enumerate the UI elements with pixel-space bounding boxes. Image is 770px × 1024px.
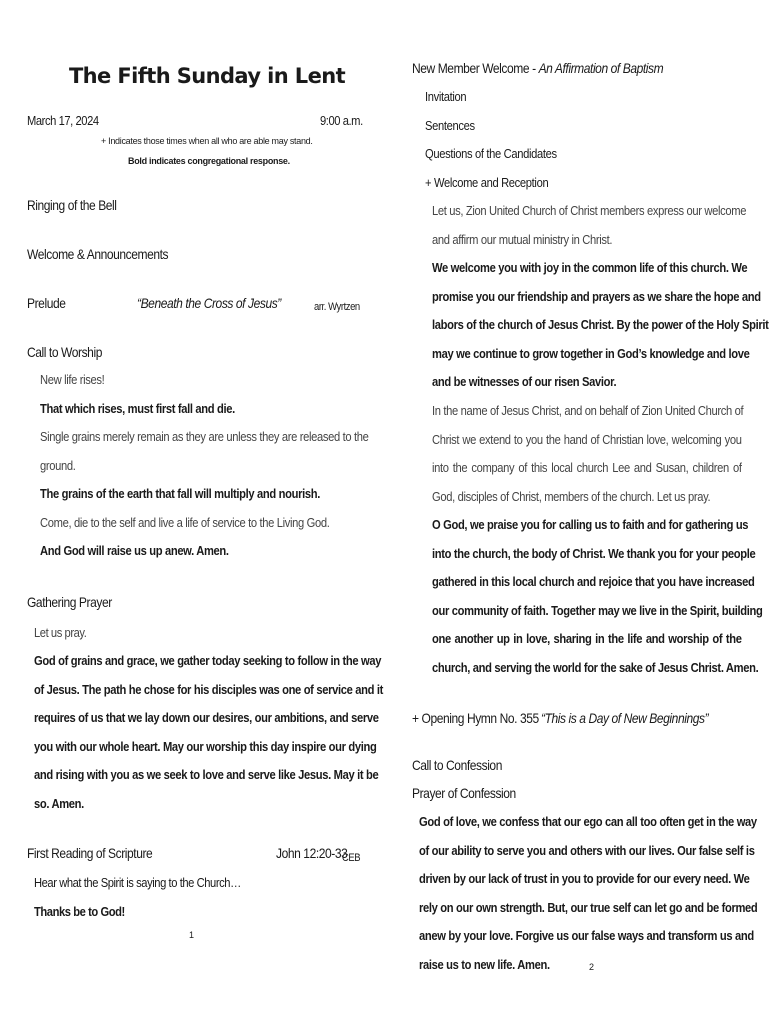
call-to-confession: Call to Confession bbox=[412, 757, 502, 773]
prayer-of-confession-heading: Prayer of Confession bbox=[412, 785, 516, 801]
confession-line: raise us to new life. Amen. bbox=[419, 956, 550, 972]
people-line: our community of faith. Together may we live in the Spirit, building bbox=[432, 602, 763, 618]
people-line: We welcome you with joy in the common life of this church. We bbox=[432, 260, 748, 275]
opening-hymn-title: “This is a Day of New Beginnings” bbox=[541, 710, 709, 726]
leader-welcome bbox=[432, 197, 770, 254]
prayer-line: God of grains and grace, we gather today seeking to follow in the way bbox=[34, 653, 382, 668]
leader-line: Christ we extend to you the hand of Christian love, welcoming you bbox=[432, 431, 742, 447]
confession-line: driven by our lack of trust in you to provide for our every need. We bbox=[419, 871, 750, 886]
people-line: one another up in love, sharing in the life and worship of the bbox=[432, 631, 742, 646]
new-member-heading-italic: An Affirmation of Baptism bbox=[538, 60, 664, 76]
confession-line: rely on our own strength. But, our true self can let go and be formed bbox=[419, 899, 758, 915]
prayer-line: of Jesus. The path he chose for his disciples was one of service and it bbox=[34, 681, 383, 697]
confession-line: of our ability to serve you and others with our lives. Our false self is bbox=[419, 842, 755, 858]
call-to-worship-heading: Call to Worship bbox=[27, 344, 102, 360]
standing-note: + Indicates those times when all who are able may stand. bbox=[101, 136, 313, 146]
call-line: New life rises! bbox=[40, 372, 105, 387]
confession-line: anew by your love. Forgive us our false ways and transform us and bbox=[419, 928, 754, 943]
prelude-title: “Beneath the Cross of Jesus” bbox=[137, 295, 281, 311]
people-line: labors of the church of Jesus Christ. By the power of the Holy Spirit bbox=[432, 317, 769, 332]
service-time: 9:00 a.m. bbox=[320, 113, 363, 128]
call-line: Single grains merely remain as they are unless they are released to the bbox=[40, 429, 369, 444]
new-member-items bbox=[425, 83, 745, 197]
response-line: And God will raise us up anew. Amen. bbox=[40, 543, 229, 558]
leader-line: God, disciples of Christ, members of the church. Let us pray. bbox=[432, 488, 711, 504]
call-line: Come, die to the self and live a life of service to the Living God. bbox=[40, 514, 330, 530]
leader-line: and affirm our mutual ministry in Christ. bbox=[432, 231, 613, 247]
people-line: church, and serving the world for the sake of Jesus Christ. Amen. bbox=[432, 659, 759, 675]
new-member-heading bbox=[412, 60, 663, 76]
item-sentences: Sentences bbox=[425, 117, 475, 133]
leader-line: In the name of Jesus Christ, and on behalf of Zion United Church of bbox=[432, 403, 744, 418]
gathering-prayer-text bbox=[34, 647, 419, 818]
new-member-heading-text: New Member Welcome - bbox=[412, 60, 539, 76]
response-line: The grains of the earth that fall will multiply and nourish. bbox=[40, 486, 321, 501]
reading-call: Hear what the Spirit is saying to the Church… bbox=[34, 875, 241, 890]
people-welcome bbox=[432, 254, 770, 397]
gathering-prayer-heading: Gathering Prayer bbox=[27, 594, 112, 610]
people-prayer bbox=[432, 511, 770, 682]
response-line: That which rises, must first fall and die. bbox=[40, 400, 235, 416]
item-questions: Questions of the Candidates bbox=[425, 146, 557, 161]
reading-response: Thanks be to God! bbox=[34, 904, 125, 919]
prayer-line: requires of us that we lay down our desires, our ambitions, and serve bbox=[34, 710, 379, 725]
bold-note: Bold indicates congregational response. bbox=[128, 156, 290, 166]
first-reading-ref: John 12:20-33 bbox=[276, 845, 348, 861]
prayer-line: you with our whole heart. May our worship this day inspire our dying bbox=[34, 738, 377, 754]
people-line: into the church, the body of Christ. We thank you for your people bbox=[432, 545, 756, 561]
bulletin-title: The Fifth Sunday in Lent bbox=[68, 64, 346, 88]
opening-hymn-label: + Opening Hymn No. 355 bbox=[412, 710, 539, 726]
people-line: promise you our friendship and prayers as we share the hope and bbox=[432, 288, 761, 304]
ringing-of-bell: Ringing of the Bell bbox=[27, 197, 117, 213]
first-reading-label: First Reading of Scripture bbox=[27, 845, 153, 861]
prayer-line: so. Amen. bbox=[34, 795, 84, 811]
page-number: 2 bbox=[589, 962, 595, 972]
leader-reception bbox=[432, 397, 770, 511]
people-line: gathered in this local church and rejoice that you have increased bbox=[432, 574, 755, 589]
people-line: may we continue to grow together in God’s knowledge and love bbox=[432, 345, 750, 361]
prayer-of-confession-text bbox=[419, 808, 770, 979]
leader-line: into the company of this local church Lee and Susan, children of bbox=[432, 460, 742, 475]
confession-line: God of love, we confess that our ego can all too often get in the way bbox=[419, 814, 757, 829]
people-line: O God, we praise you for calling us to faith and for gathering us bbox=[432, 517, 749, 532]
item-invitation: Invitation bbox=[425, 89, 467, 104]
item-welcome-reception: + Welcome and Reception bbox=[425, 174, 549, 190]
people-line: and be witnesses of our risen Savior. bbox=[432, 374, 617, 389]
service-date: March 17, 2024 bbox=[27, 113, 99, 128]
call-to-worship-text bbox=[40, 366, 372, 566]
welcome-announcements: Welcome & Announcements bbox=[27, 246, 169, 262]
gathering-prayer-intro: Let us pray. bbox=[34, 625, 87, 640]
call-line: ground. bbox=[40, 457, 76, 473]
prayer-line: and rising with you as we seek to love and serve like Jesus. May it be bbox=[34, 767, 379, 782]
prelude-label: Prelude bbox=[27, 295, 66, 311]
prelude-arranger: arr. Wyrtzen bbox=[314, 301, 360, 313]
first-reading-version: CEB bbox=[342, 852, 361, 864]
page-number: 1 bbox=[189, 930, 195, 940]
leader-line: Let us, Zion United Church of Christ members express our welcome bbox=[432, 203, 747, 218]
